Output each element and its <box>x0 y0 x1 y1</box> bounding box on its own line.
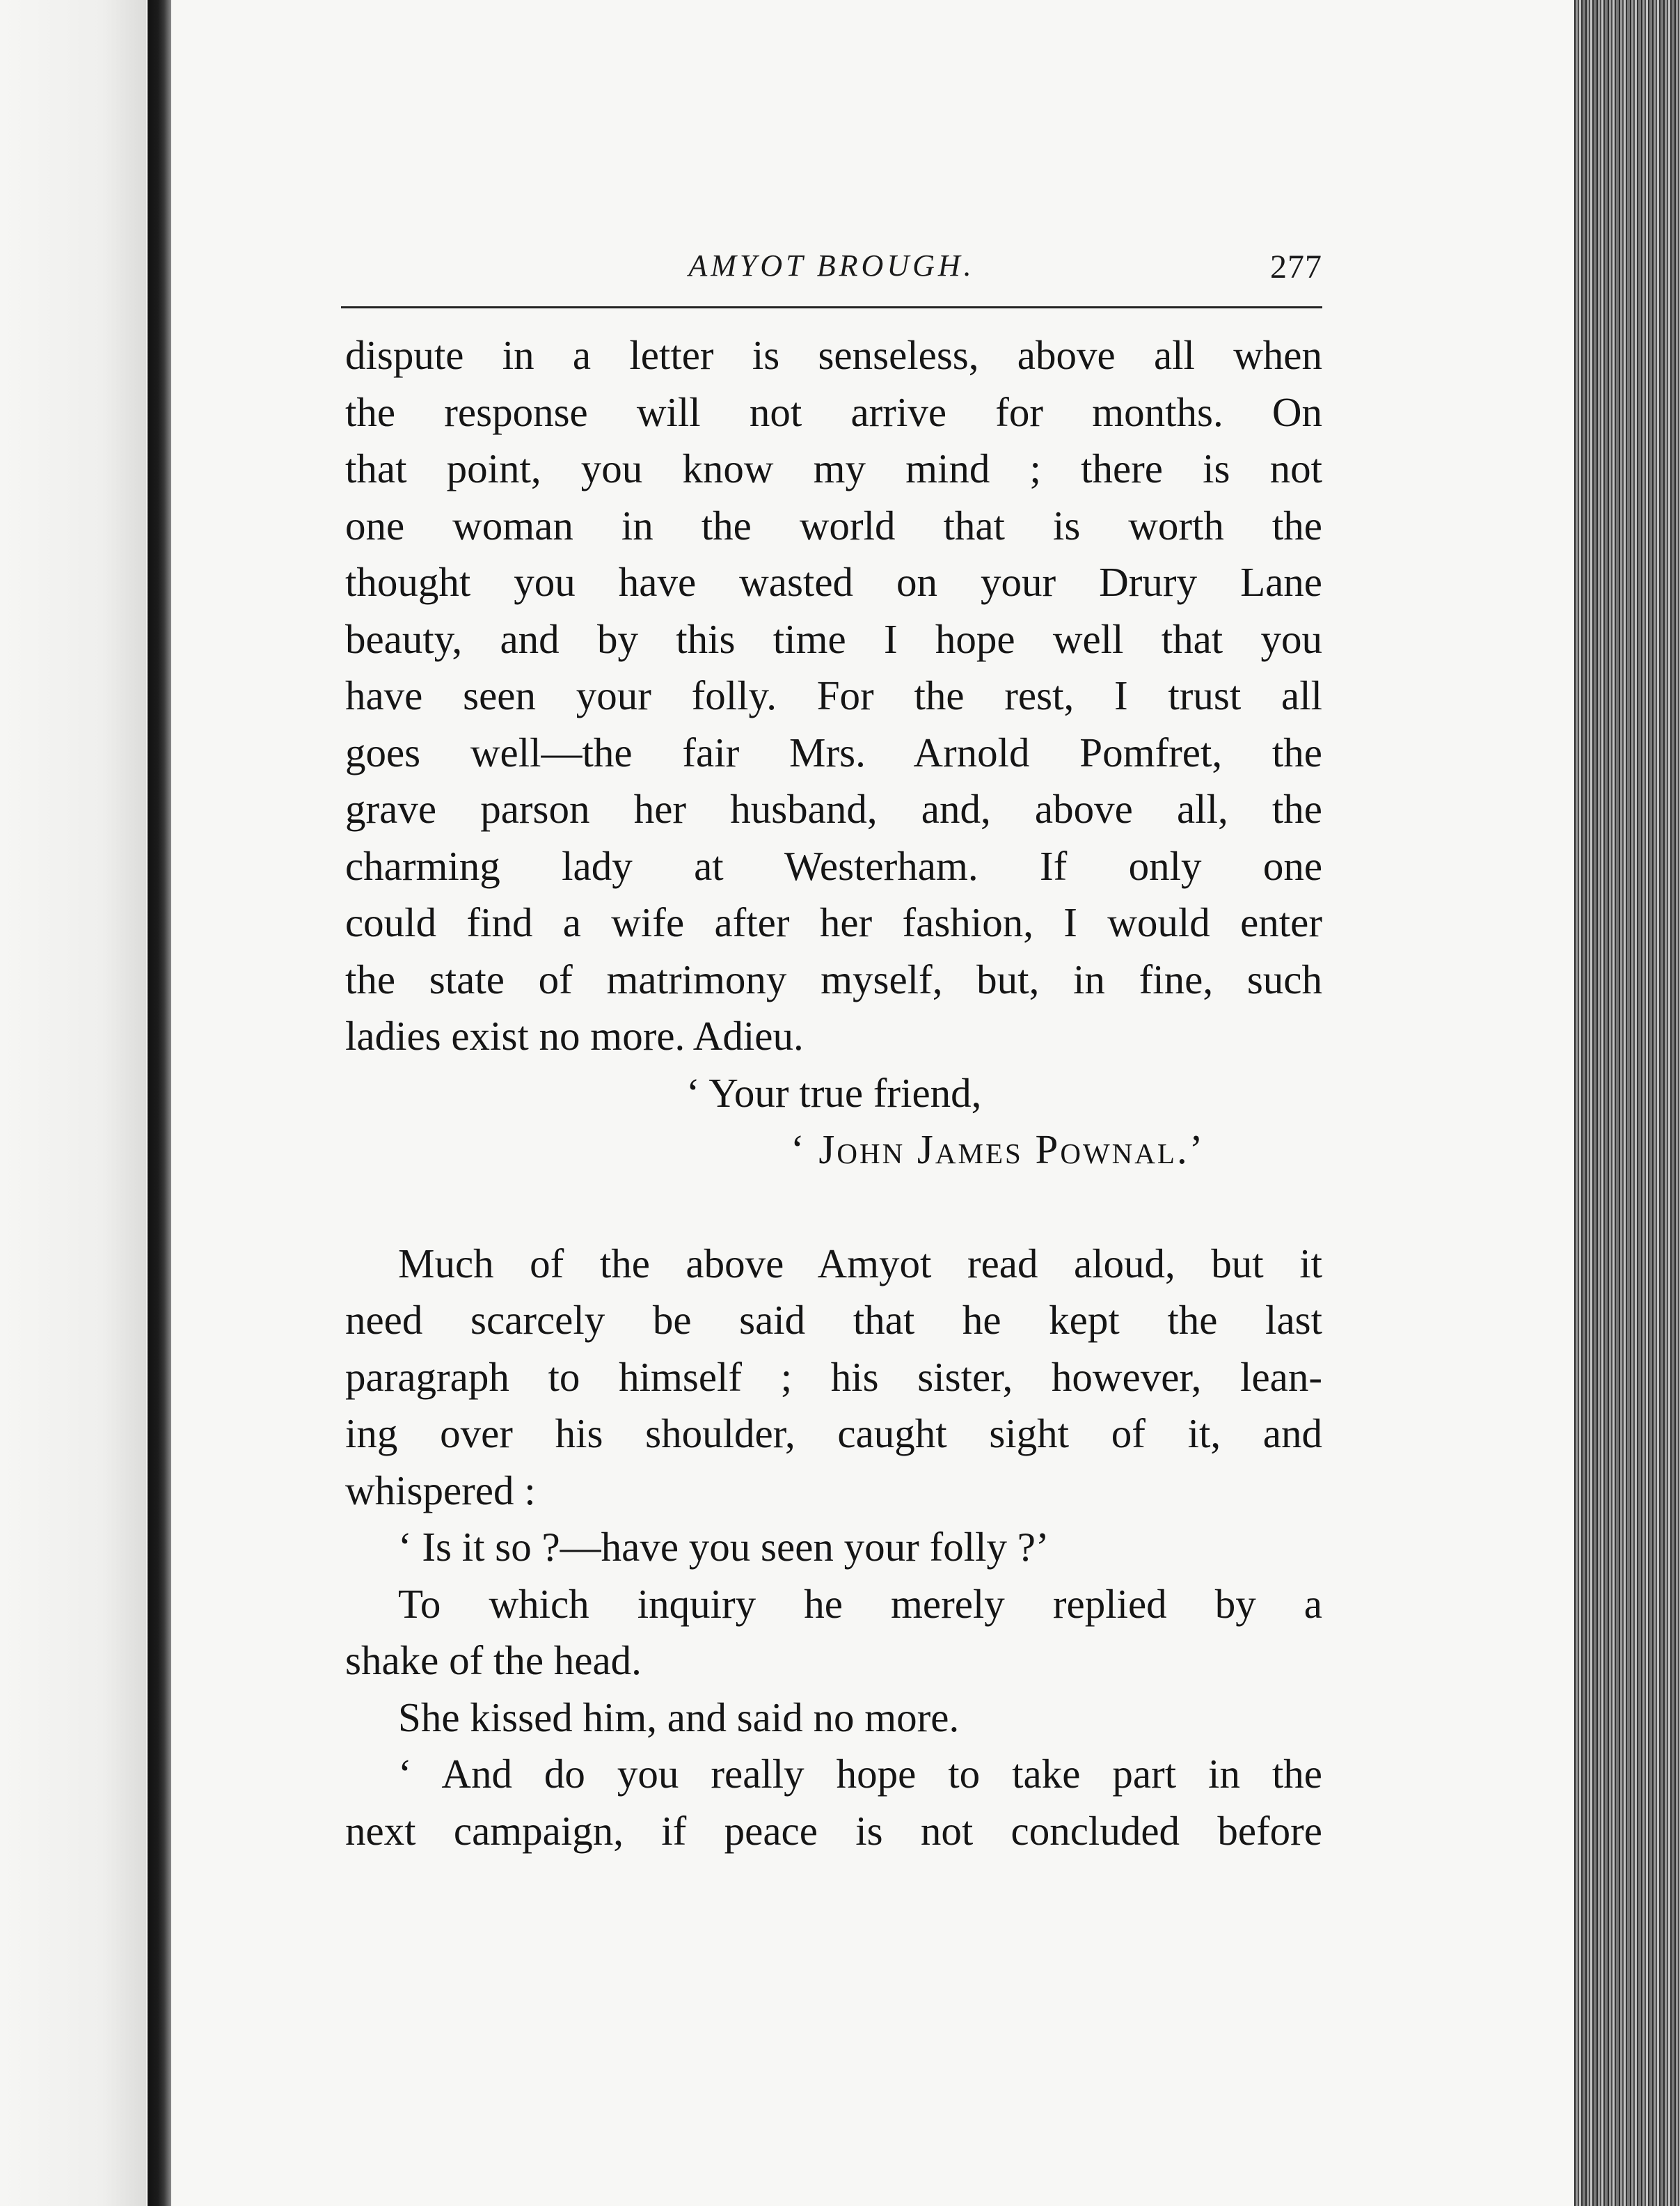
letter-line: one woman in the world that is worth the <box>345 502 1322 549</box>
letter-line: grave parson her husband, and, above all, the <box>345 786 1322 832</box>
letter-line: could find a wife after her fashion, I would enter <box>345 899 1322 945</box>
running-header <box>341 248 1322 290</box>
narrative-line: ‘ Is it so ?—have you seen your folly ?’ <box>398 1524 1049 1570</box>
facing-page-edge <box>0 0 146 2206</box>
letter-line: charming lady at Westerham. If only one <box>345 842 1322 889</box>
letter-signature: ‘ John James Pownal.’ <box>791 1126 1205 1172</box>
letter-line: thought you have wasted on your Drury Lane <box>345 559 1322 605</box>
narrative-line: Much of the above Amyot read aloud, but it <box>398 1240 1322 1286</box>
page-text <box>345 327 1322 1859</box>
paragraph-gap <box>345 1179 1322 1236</box>
book-gutter <box>148 0 171 2206</box>
letter-closing: ‘ Your true friend, <box>686 1069 982 1116</box>
letter-line: the response will not arrive for months. On <box>345 388 1322 435</box>
letter-line: that point, you know my mind ; there is not <box>345 446 1322 491</box>
letter-line: have seen your folly. For the rest, I trust all <box>345 672 1322 718</box>
narrative-line: shake of the head. <box>345 1637 642 1683</box>
narrative-line: To which inquiry he merely replied by a <box>398 1580 1322 1627</box>
running-title: AMYOT BROUGH. <box>688 249 975 283</box>
narrative-line: whispered : <box>345 1467 536 1513</box>
narrative-line: She kissed him, and said no more. <box>398 1694 960 1740</box>
letter-line: the state of matrimony myself, but, in fine, such <box>345 956 1322 1002</box>
narrative-line: paragraph to himself ; his sister, however, lean- <box>345 1353 1322 1400</box>
narrative-line: need scarcely be said that he kept the last <box>345 1297 1322 1343</box>
letter-line: ladies exist no more. Adieu. <box>345 1013 804 1059</box>
letter-line: dispute in a letter is senseless, above all when <box>345 332 1322 378</box>
narrative-line: next campaign, if peace is not concluded before <box>345 1807 1322 1854</box>
letter-line: goes well—the fair Mrs. Arnold Pomfret, the <box>345 729 1322 775</box>
letter-line: beauty, and by this time I hope well that you <box>345 615 1322 662</box>
page-number: 277 <box>1270 249 1322 285</box>
stacked-page-edges <box>1574 0 1680 2206</box>
narrative-line: ‘ And do you really hope to take part in the <box>398 1751 1322 1797</box>
narrative-line: ing over his shoulder, caught sight of it, and <box>345 1410 1322 1456</box>
header-rule <box>341 306 1322 308</box>
